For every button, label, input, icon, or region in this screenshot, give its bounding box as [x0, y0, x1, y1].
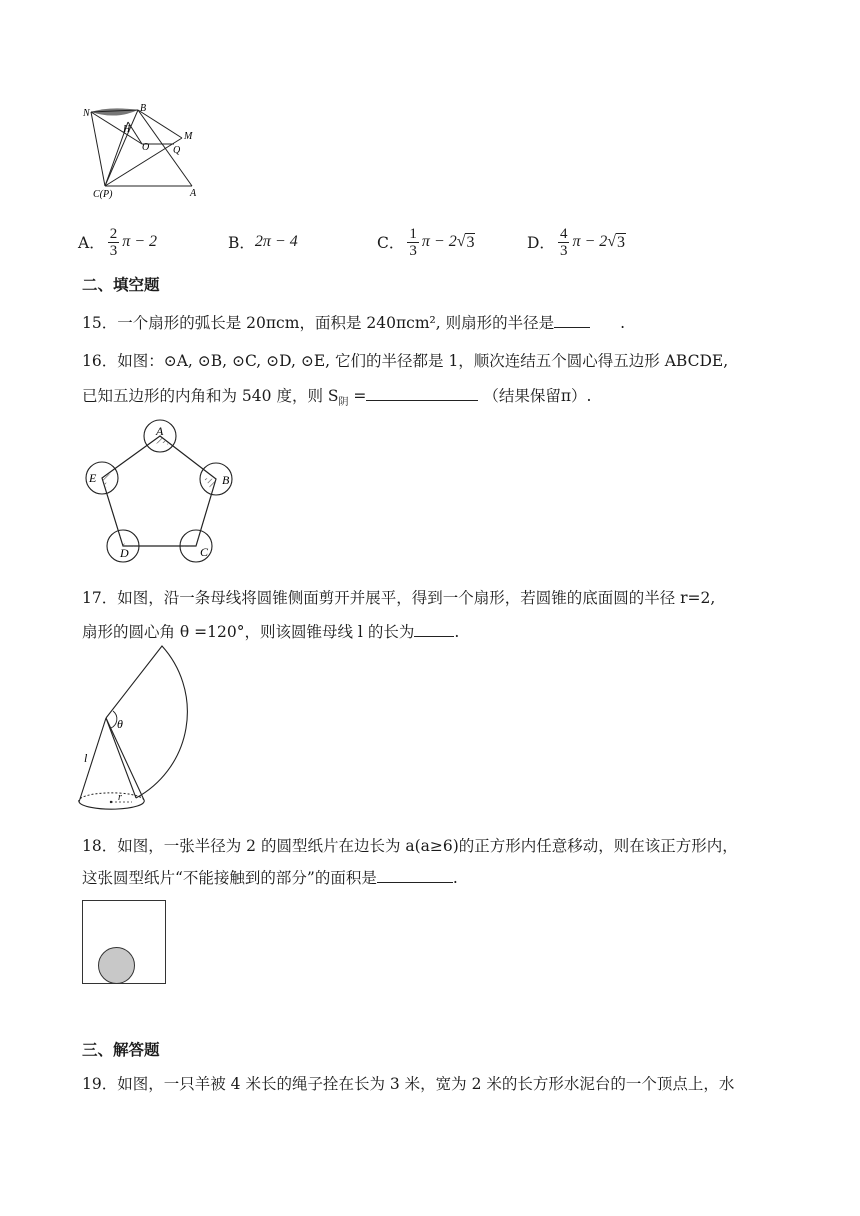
q14-option-c: C． $\frac{1}{3}$ π − 2 √ 3	[377, 225, 475, 259]
q14-label-m: M	[184, 131, 193, 142]
q16-line2: 已知五边形的内角和为 540 度，则 $S_阴$ = （结果保留π）.	[82, 387, 592, 409]
q14-option-d: D． $\frac{4}{3}$ π − 2 √ 3	[527, 225, 626, 259]
option-b-expr: 2π − 4	[254, 233, 298, 250]
q14-figure	[80, 100, 210, 200]
q14-label-c: C(P)	[93, 189, 113, 200]
option-c-radicand: 3	[466, 233, 475, 251]
q16-line1: 16．如图：⊙A, ⊙B, ⊙C, ⊙D, ⊙E, 它们的半径都是 1，顺次连结五个圆心得五边形 ABCDE,	[82, 352, 729, 370]
q18-line2: 这张圆型纸片“不能接触到的部分”的面积是 .	[82, 869, 458, 887]
q14-label-q: Q	[173, 145, 181, 156]
q16-pentagon-figure	[80, 418, 250, 568]
q16-blank[interactable]	[366, 386, 478, 401]
q14-label-b: B	[140, 103, 147, 114]
q14-label-a: A	[190, 188, 197, 199]
q14-option-b	[228, 222, 298, 262]
q16-label-d: D	[120, 546, 129, 560]
q17-label-theta: θ	[117, 717, 123, 731]
option-d-tail: π − 2	[572, 233, 608, 250]
q19-line1: 19．如图，一只羊被 4 米长的绳子拴在长为 3 米，宽为 2 米的长方形水泥台的一个顶点上，水	[82, 1075, 735, 1093]
option-d-fraction: $\frac{4}{3}$	[559, 225, 568, 259]
q16-label-c: C	[200, 545, 209, 559]
option-c-fraction: $\frac{1}{3}$	[409, 225, 417, 259]
section-solution-heading: 三、解答题	[82, 1041, 160, 1059]
option-a-key: A．	[78, 234, 105, 252]
option-c-tail: π − 2	[421, 233, 457, 250]
q17-blank[interactable]	[414, 622, 454, 637]
q14-label-n: N	[83, 108, 90, 119]
option-d-key: D．	[527, 234, 555, 252]
section-fill-blank-heading: 二、填空题	[82, 276, 160, 294]
q18-paper-circle	[98, 947, 135, 984]
option-c-key: C．	[377, 234, 405, 252]
q15-blank[interactable]	[554, 313, 590, 328]
q17-line2: 扇形的圆心角 θ =120°，则该圆锥母线 l 的长为 .	[82, 623, 460, 641]
q15-text: 15．一个扇形的弧长是 20πcm，面积是 240πcm², 则扇形的半径是 .	[82, 314, 626, 332]
q17-cone-sector-figure	[74, 646, 214, 816]
option-d-radicand: 3	[617, 233, 626, 251]
q15-body: 15．一个扇形的弧长是 20πcm，面积是 240πcm², 则扇形的半径是	[82, 314, 555, 332]
q18-line1: 18．如图，一张半径为 2 的圆型纸片在边长为 a(a≥6)的正方形内任意移动，则在该正方形内，	[82, 837, 738, 855]
q16-label-a: A	[156, 424, 164, 438]
option-a-fraction: $\frac{2}{3}$	[109, 225, 118, 259]
option-b-key: B．	[228, 234, 255, 252]
q14-option-a	[78, 222, 157, 262]
option-a-tail: π − 2	[122, 233, 158, 250]
q16-label-e: E	[89, 471, 97, 485]
q17-label-l: l	[84, 751, 88, 765]
q18-blank[interactable]	[377, 868, 453, 883]
q17-line1: 17．如图，沿一条母线将圆锥侧面剪开并展平，得到一个扇形，若圆锥的底面圆的半径 r=2,	[82, 589, 716, 607]
q16-subscript: 阴	[338, 397, 349, 409]
q14-label-o: O	[142, 142, 150, 153]
q14-label-h: H	[123, 124, 131, 135]
q16-label-b: B	[222, 473, 230, 487]
q17-label-r: r	[118, 792, 122, 803]
